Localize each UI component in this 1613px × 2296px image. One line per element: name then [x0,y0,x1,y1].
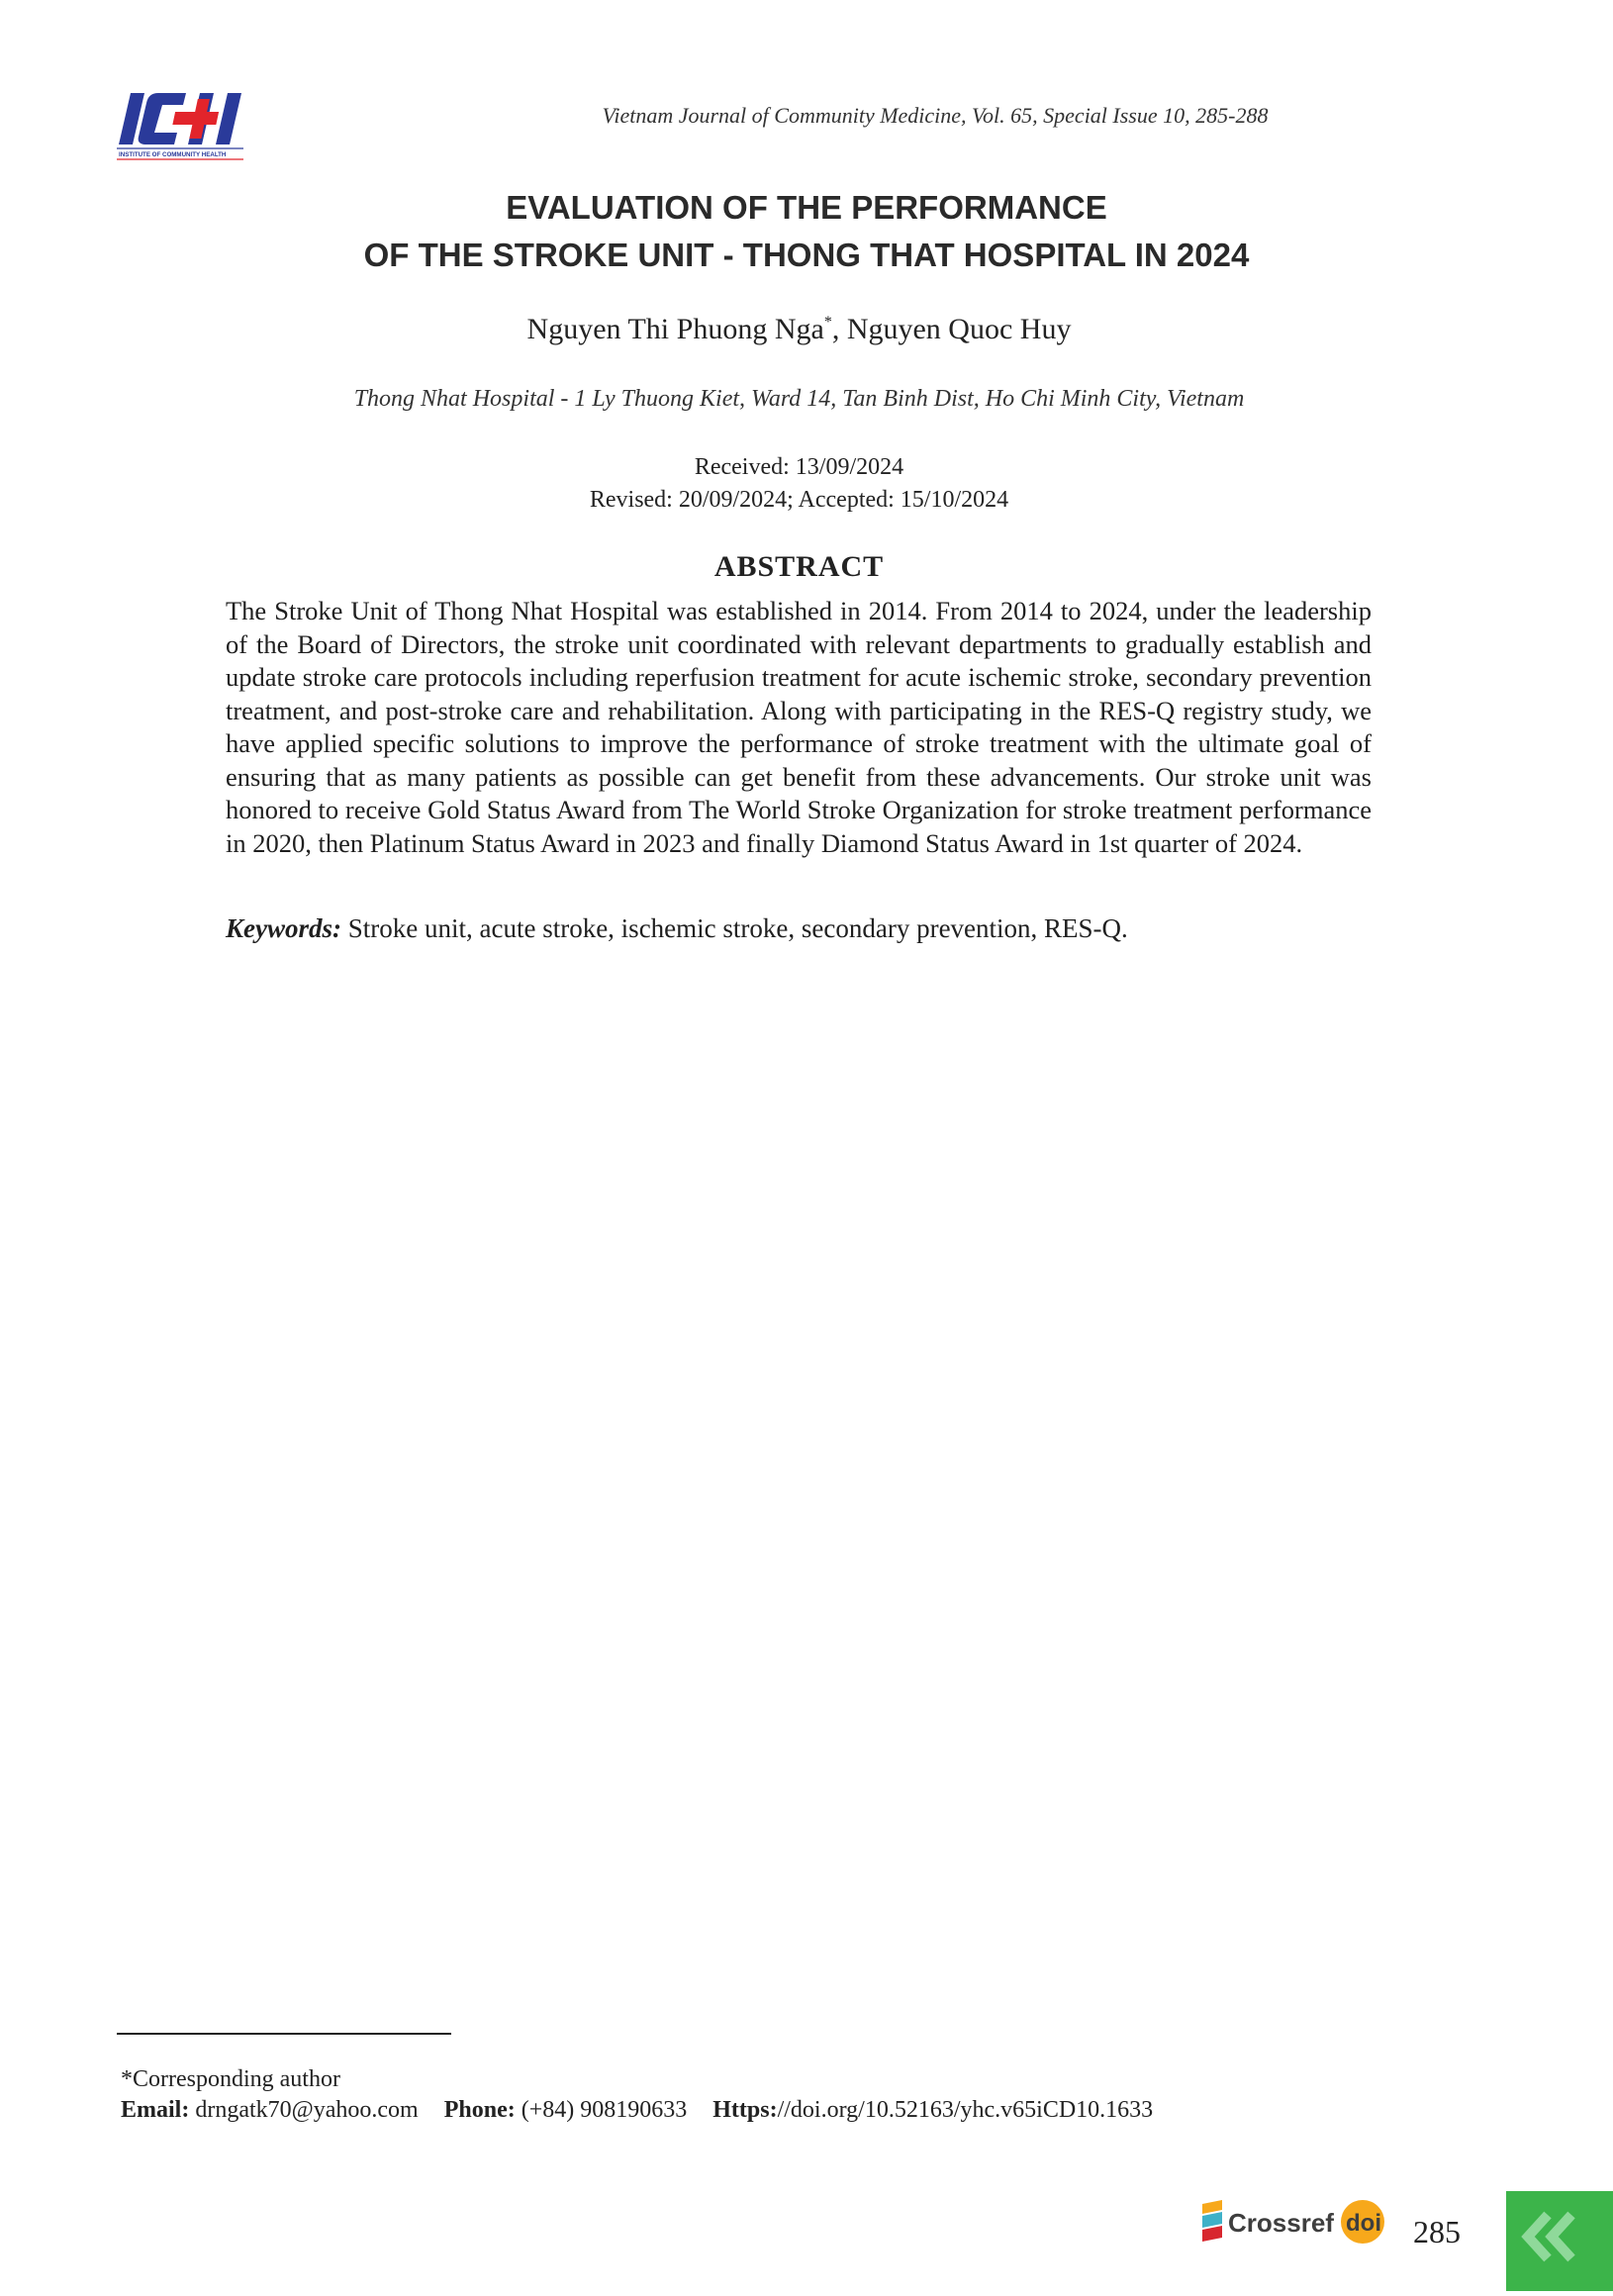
doi-label: Https: [712,2097,778,2123]
keywords-label: Keywords: [226,913,341,943]
author-primary: Nguyen Thi Phuong Nga [526,313,824,345]
ich-logo [117,89,247,162]
keywords [226,911,1372,945]
keywords-list: Stroke unit, acute stroke, ischemic stroke, secondary prevention, RES-Q. [341,913,1128,943]
article-title [148,184,1465,279]
abstract-body: The Stroke Unit of Thong Nhat Hospital was established in 2014. From 2014 to 2024, under the leadership of the Board of Directors, the stroke unit coordinated with relevant departments to gradually establish and update stroke care protocols including reperfusion treatment for acute ischemic stroke, secondary prevention treatment, and post-stroke care and rehabilitation. Along with participating in the RES-Q registry study, we have applied specific solutions to improve the performance of stroke treatment with the ultimate goal of ensuring that as many patients as possible can get benefit from these advancements. Our stroke unit was honored to receive Gold Status Award from The World Stroke Organization for stroke treatment performance in 2020, then Platinum Status Award in 2023 and finally Diamond Status Award in 1st quarter of 2024. [226,596,1372,858]
crossref-text: Crossref [1228,2208,1334,2238]
email-label: Email: [121,2097,190,2123]
title-line-2: OF THE STROKE UNIT - THONG THAT HOSPITAL IN 2024 [363,237,1250,273]
logo-text: INSTITUTE OF COMMUNITY HEALTH [119,151,227,158]
crossref-logo-icon[interactable] [1200,2198,1388,2248]
doi-link[interactable]: //doi.org/10.52163/yhc.v65iCD10.1633 [777,2097,1154,2123]
received-date: Received: 13/09/2024 [694,454,904,480]
page-edge-tab [1506,2191,1613,2291]
corresponding-author-note: *Corresponding author [121,2066,340,2092]
corresponding-marker: * [823,314,832,331]
page-number: 285 [1413,2214,1461,2249]
footnote-divider [117,2033,451,2035]
journal-citation: Vietnam Journal of Community Medicine, Vol. 65, Special Issue 10, 285-288 [602,103,1269,128]
title-line-1: EVALUATION OF THE PERFORMANCE [506,189,1107,226]
author-secondary: , Nguyen Quoc Huy [831,313,1072,345]
contact-line [121,2097,1153,2124]
phone-number: (+84) 908190633 [515,2097,688,2123]
chevron-double-left-icon [1506,2191,1613,2291]
article-dates [297,451,1301,517]
affiliation: Thong Nhat Hospital - 1 Ly Thuong Kiet, Ward 14, Tan Binh Dist, Ho Chi Minh City, Vietnam [353,386,1245,412]
revised-accepted-date: Revised: 20/09/2024; Accepted: 15/10/2024 [589,487,1009,513]
phone-label: Phone: [443,2097,516,2123]
author-list [198,313,1400,346]
email-address[interactable]: drngatk70@yahoo.com [189,2097,419,2123]
doi-badge-text: doi [1346,2210,1381,2237]
abstract-heading: ABSTRACT [713,550,885,583]
